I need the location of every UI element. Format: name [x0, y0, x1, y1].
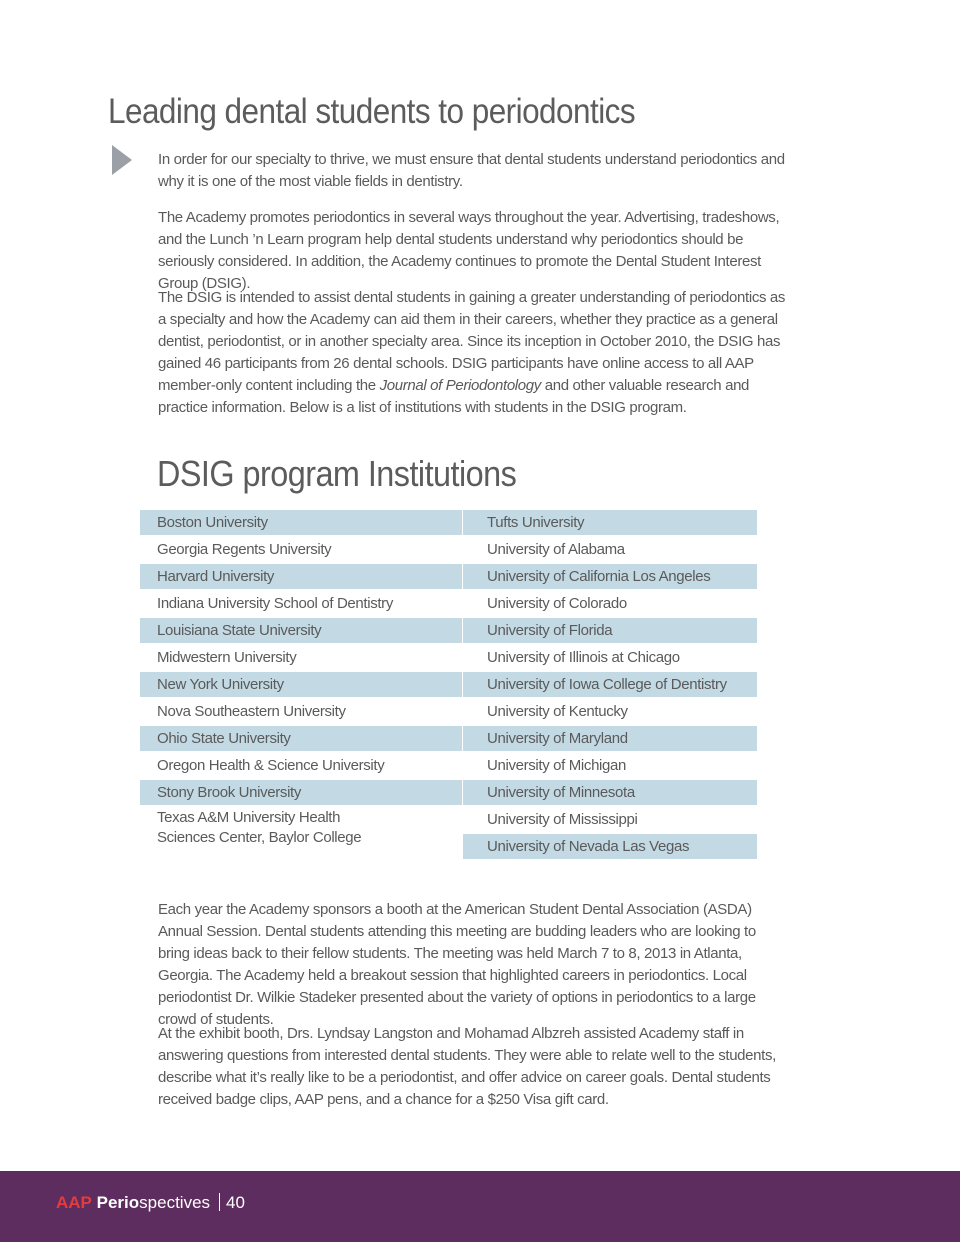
- institution-row: Indiana University School of Dentistry: [157, 595, 393, 612]
- institution-row: Louisiana State University: [140, 618, 462, 643]
- footer-brand: [56, 1192, 245, 1214]
- promotion-paragraph: The Academy promotes periodontics in several ways throughout the year. Advertising, tradeshows, and the Lunch ’n Learn program help dental students understand why periodontics should be seriously considered. In addition, the Academy continues to promote the Dental Student Interest Group (DSIG).: [158, 209, 780, 292]
- institution-row: Oregon Health & Science University: [157, 757, 385, 774]
- institution-row: University of Alabama: [487, 541, 625, 558]
- brand-perio: Perio: [96, 1193, 140, 1212]
- dsig-text-end: and other valuable research and practice information. Below is a list of institutions with students in the DSIG program.: [158, 377, 750, 416]
- institution-row: University of California Los Angeles: [463, 564, 757, 589]
- institution-row: Ohio State University: [140, 726, 462, 751]
- institution-row: University of Florida: [463, 618, 757, 643]
- intro-paragraph: In order for our specialty to thrive, we must ensure that dental students understand periodontics and why it is one of the most viable fields in dentistry.: [158, 151, 785, 190]
- institution-row: Midwestern University: [157, 649, 297, 666]
- institution-row: Harvard University: [140, 564, 462, 589]
- institution-row: University of Nevada Las Vegas: [463, 834, 757, 859]
- journal-title: Journal of Periodontology: [379, 377, 541, 394]
- asda-paragraph: Each year the Academy sponsors a booth at the American Student Dental Association (ASDA) Annual Session. Dental students attending this meeting are budding leaders who are looking to bring ideas back to their fellow students. The meeting was held March 7 to 8, 2013 in Atlanta, Georgia. The Academy held a breakout session that highlighted careers in periodontics. Local periodontist Dr. Wilkie Stadeker presented about the variety of options in periodontics to a large crowd of students.: [158, 901, 756, 1028]
- footer-divider: [219, 1193, 220, 1211]
- institution-row: University of Mississippi: [487, 811, 638, 828]
- institution-row: New York University: [140, 672, 462, 697]
- institution-row: University of Minnesota: [463, 780, 757, 805]
- institution-row: Boston University: [140, 510, 462, 535]
- booth-paragraph: At the exhibit booth, Drs. Lyndsay Langston and Mohamad Albzreh assisted Academy staff in answering questions from interested dental students. They were able to relate well to the students, describe what it’s really like to be a periodontist, and offer advice on career goals. Dental students received badge clips, AAP pens, and a chance for a $250 Visa gift card.: [158, 1025, 776, 1108]
- brand-spectives: spectives: [139, 1193, 211, 1212]
- institution-row: Tufts University: [463, 510, 757, 535]
- arrow-right-icon: [112, 145, 132, 175]
- dsig-text-start: The DSIG is intended to assist dental students in gaining a greater understanding of periodontics as a specialty and how the Academy can aid them in their careers, whether they practice as a general dentist, periodontist, or in another specialty area. Since its inception in October 2010, the DSIG has gained 46 participants from 26 dental schools. DSIG participants have online access to all AAP member-only content including the: [158, 289, 786, 394]
- institution-row: University of Colorado: [487, 595, 627, 612]
- page-title: Leading dental students to periodontics: [108, 92, 636, 131]
- institution-row: University of Michigan: [487, 757, 627, 774]
- institution-row: University of Iowa College of Dentistry: [463, 672, 757, 697]
- institutions-right-column: [463, 510, 757, 861]
- institution-row: University of Kentucky: [487, 703, 628, 720]
- institutions-heading: DSIG program Institutions: [157, 453, 517, 494]
- institution-row: University of Maryland: [463, 726, 757, 751]
- institutions-left-column: [140, 510, 462, 851]
- institution-row: University of Illinois at Chicago: [487, 649, 680, 666]
- page-number: 40: [226, 1193, 245, 1212]
- dsig-paragraph: [158, 287, 788, 419]
- institution-row: Nova Southeastern University: [157, 703, 346, 720]
- brand-aap: AAP: [56, 1193, 92, 1212]
- institution-row: Texas A&M University Health Sciences Center, Baylor College: [157, 809, 362, 846]
- institution-row: Georgia Regents University: [157, 541, 332, 558]
- institution-row: Stony Brook University: [140, 780, 462, 805]
